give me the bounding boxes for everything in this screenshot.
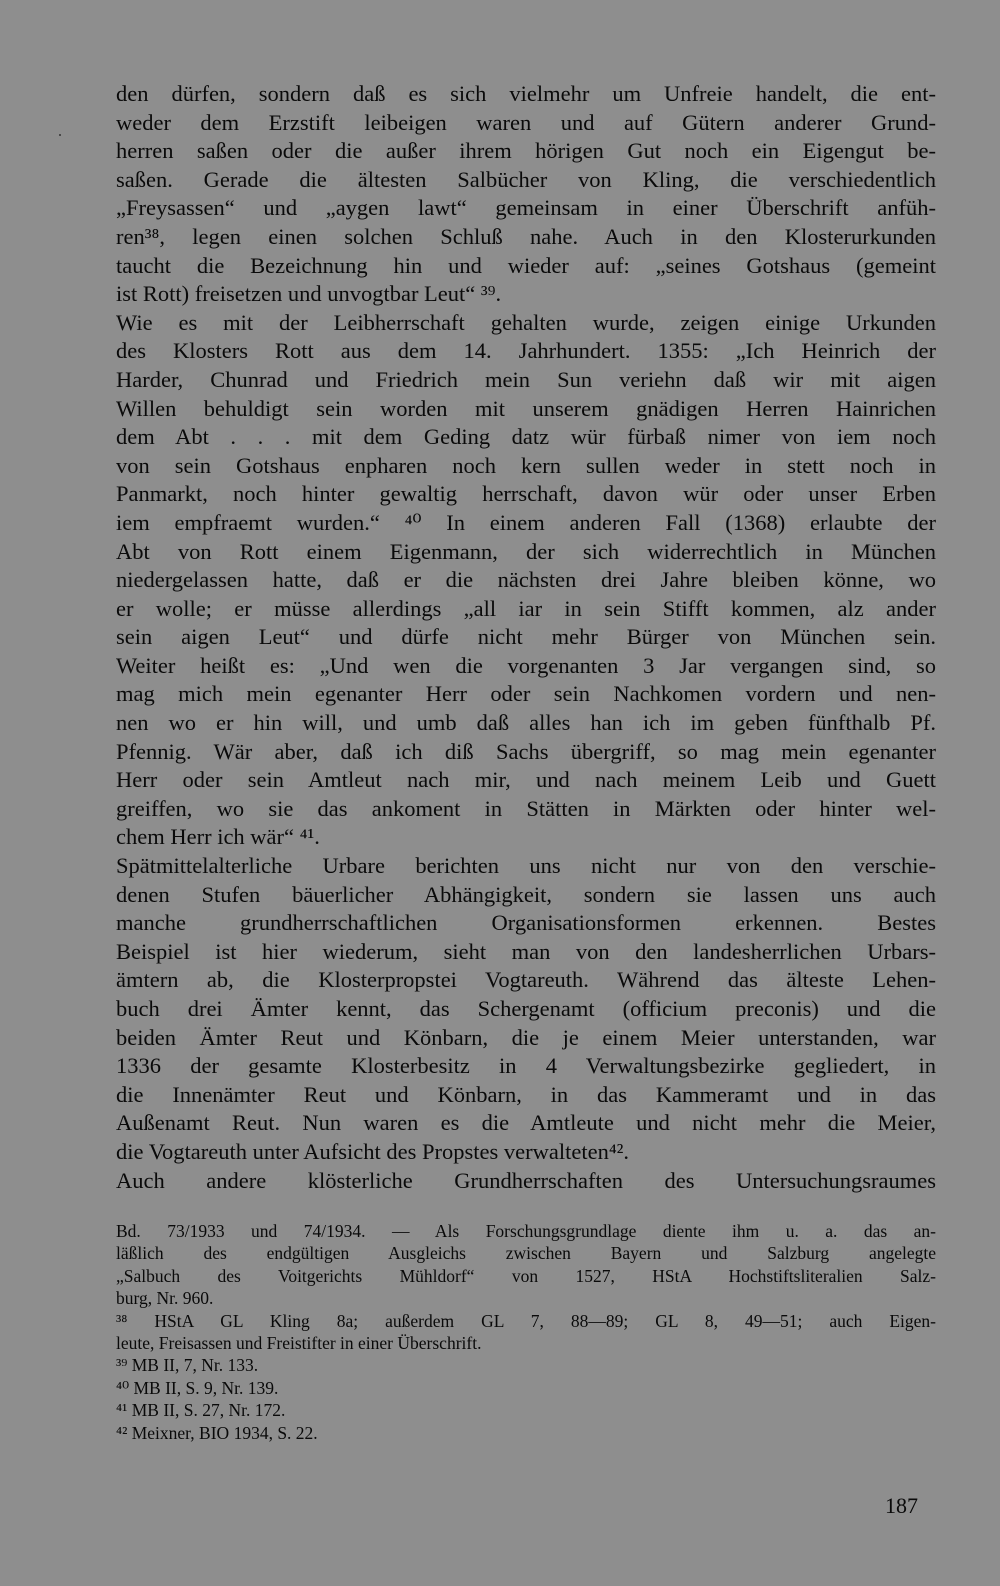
body-line: greiffen, wo sie das ankoment in Stätten in Märkten oder hinter wel- (116, 795, 936, 821)
body-line: weder dem Erzstift leibeigen waren und auf Gütern anderer Grund- (116, 109, 936, 135)
body-line: niedergelassen hatte, daß er die nächsten drei Jahre bleiben könne, wo (116, 567, 936, 593)
footnote-line: Bd. 73/1933 und 74/1934. — Als Forschungsgrundlage diente ihm u. a. das an- (116, 1221, 936, 1241)
body-line: chem Herr ich wär“ ⁴¹. (116, 824, 320, 850)
body-line: Pfennig. Wär aber, daß ich diß Sachs übergriff, so mag mein egenanter (116, 738, 936, 764)
body-line: 1336 der gesamte Klosterbesitz in 4 Verwaltungsbezirke gegliedert, in (116, 1053, 936, 1079)
body-line: Beispiel ist hier wiederum, sieht man von den landesherrlichen Urbars- (116, 938, 936, 964)
body-line: Willen behuldigt sein worden mit unserem gnädigen Herren Hainrichen (116, 395, 936, 421)
body-line: ren³⁸, legen einen solchen Schluß nahe. Auch in den Klosterurkunden (116, 223, 936, 249)
body-line: Weiter heißt es: „Und wen die vorgenanten 3 Jar vergangen sind, so (116, 652, 936, 678)
footnote-line: „Salbuch des Voitgerichts Mühldorf“ von 1527, HStA Hochstiftsliteralien Salz- (116, 1265, 936, 1286)
body-line: die Innenämter Reut und Könbarn, in das Kammeramt und in das (116, 1081, 936, 1107)
body-line: taucht die Bezeichnung hin und wieder auf: „seines Gotshaus (gemeint (116, 252, 936, 278)
footnotes (116, 1220, 936, 1444)
body-text (116, 80, 936, 1195)
footnote-line: burg, Nr. 960. (116, 1288, 214, 1309)
body-line: er wolle; er müsse allerdings „all iar in sein Stifft kommen, alz ander (116, 595, 936, 621)
footnote-line: ⁴¹ MB II, S. 27, Nr. 172. (116, 1400, 286, 1421)
body-line: saßen. Gerade die ältesten Salbücher von Kling, die verschiedentlich (116, 166, 936, 192)
body-line: mag mich mein egenanter Herr oder sein Nachkomen vordern und nen- (116, 681, 936, 707)
footnote-line: ³⁸ HStA GL Kling 8a; außerdem GL 7, 88—89; GL 8, 49—51; auch Eigen- (116, 1310, 936, 1331)
body-line: buch drei Ämter kennt, das Schergenamt (officium preconis) und die (116, 996, 936, 1021)
footnote-line: läßlich des endgültigen Ausgleichs zwischen Bayern und Salzburg angelegte (116, 1243, 936, 1264)
footnote-line: ⁴⁰ MB II, S. 9, Nr. 139. (116, 1377, 279, 1398)
body-line: ist Rott) freisetzen und unvogtbar Leut“ ³⁹. (116, 281, 502, 307)
body-line: des Klosters Rott aus dem 14. Jahrhundert. 1355: „Ich Heinrich der (116, 338, 936, 364)
paper-speck (59, 134, 61, 136)
body-line: von sein Gotshaus enpharen noch kern sullen weder in stett noch in (116, 452, 936, 478)
footnote-line: ³⁹ MB II, 7, Nr. 133. (116, 1355, 259, 1376)
body-line: Herr oder sein Amtleut nach mir, und nach meinem Leib und Guett (116, 767, 936, 793)
body-line: Harder, Chunrad und Friedrich mein Sun veriehn daß wir mit aigen (116, 366, 936, 392)
body-line: die Vogtareuth unter Aufsicht des Propstes verwalteten⁴². (116, 1138, 630, 1164)
footnote-line: leute, Freisassen und Freistifter in einer Überschrift. (116, 1332, 482, 1353)
body-line: manche grundherrschaftlichen Organisationsformen erkennen. Bestes (116, 910, 936, 936)
body-line: Spätmittelalterliche Urbare berichten uns nicht nur von den verschie- (116, 853, 936, 879)
body-line: sein aigen Leut“ und dürfe nicht mehr Bürger von München sein. (116, 624, 936, 650)
body-line: herren saßen oder die außer ihrem hörigen Gut noch ein Eigengut be- (116, 138, 936, 164)
body-line: Auch andere klösterliche Grundherrschaften des Untersuchungsraumes (116, 1167, 936, 1193)
body-line: Außenamt Reut. Nun waren es die Amtleute und nicht mehr die Meier, (116, 1110, 936, 1136)
body-line: beiden Ämter Reut und Könbarn, die je einem Meier unterstanden, war (116, 1024, 936, 1050)
body-line: ämtern ab, die Klosterpropstei Vogtareuth. Während das älteste Lehen- (116, 967, 936, 993)
body-line: Wie es mit der Leibherrschaft gehalten wurde, zeigen einige Urkunden (116, 309, 936, 335)
body-line: Abt von Rott einem Eigenmann, der sich widerrechtlich in München (116, 538, 936, 564)
footnote-line: ⁴² Meixner, BIO 1934, S. 22. (116, 1422, 318, 1443)
body-line: Panmarkt, noch hinter gewaltig herrschaft, davon wür oder unser Erben (116, 481, 936, 507)
body-line: iem empfraemt wurden.“ ⁴⁰ In einem anderen Fall (1368) erlaubte der (116, 509, 936, 535)
body-line: den dürfen, sondern daß es sich vielmehr um Unfreie handelt, die ent- (116, 81, 936, 106)
body-line: „Freysassen“ und „aygen lawt“ gemeinsam in einer Überschrift anfüh- (116, 195, 936, 221)
body-line: denen Stufen bäuerlicher Abhängigkeit, sondern sie lassen uns auch (116, 881, 936, 907)
body-line: dem Abt . . . mit dem Geding datz wür fürbaß nimer von iem noch (116, 424, 936, 450)
body-line: nen wo er hin will, und umb daß alles han ich im geben fünfthalb Pf. (116, 710, 936, 736)
page-number: 187 (885, 1493, 918, 1518)
